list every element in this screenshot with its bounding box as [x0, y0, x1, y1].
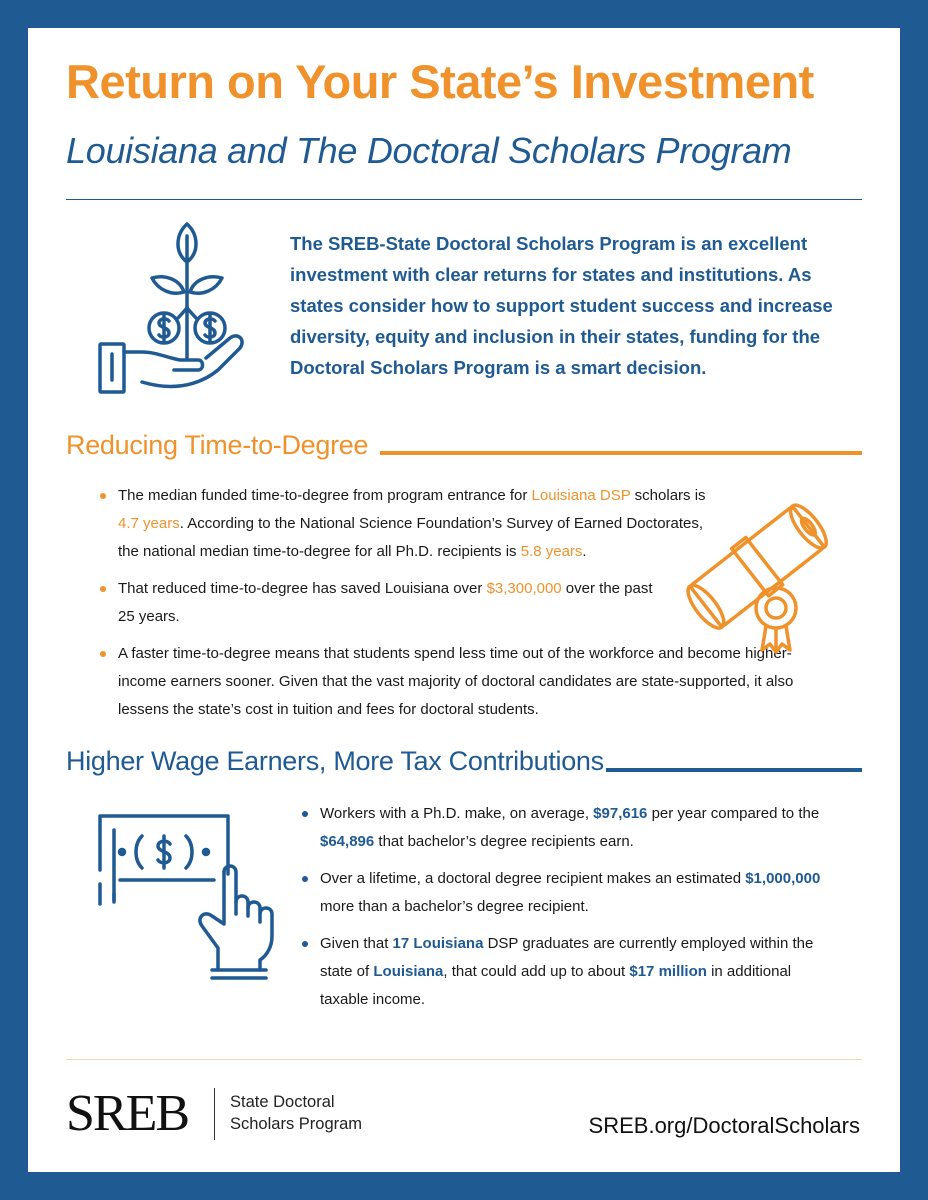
section-rule-orange	[380, 451, 862, 455]
section-heading-time-to-degree: Reducing Time-to-Degree	[66, 430, 369, 460]
website-link[interactable]: SREB.org/DoctoralScholars	[588, 1113, 860, 1138]
section-rule-blue	[606, 768, 862, 772]
intro-paragraph: The SREB-State Doctoral Scholars Program is an excellent investment with clear returns for states and institutions. As states consider how to support student success and increase diversity, equity and inclusion in their states, funding for the Doctoral Scholars Program is a smart decision.	[290, 233, 833, 378]
section-heading-wage-earners: Higher Wage Earners, More Tax Contributions	[66, 746, 604, 776]
money-plant-hand-icon	[94, 220, 244, 400]
list-item: Over a lifetime, a doctoral degree recipient makes an estimated $1,000,000 more than a bachelor’s degree recipient.	[300, 865, 840, 921]
list-item: The median funded time-to-degree from program entrance for Louisiana DSP scholars is 4.7 years. According to the National Science Foundation’s Survey of Earned Doctorates, the national median time-to-degree for all Ph.D. recipients is 5.8 years.	[98, 482, 718, 566]
time-to-degree-list	[98, 482, 794, 733]
logo-divider	[214, 1088, 215, 1140]
list-item: Given that 17 Louisiana DSP graduates are currently employed within the state of Louisiana, that could add up to about $17 million in additional taxable income.	[300, 930, 840, 1014]
list-item: A faster time-to-degree means that students spend less time out of the workforce and become higher-income earners sooner. Given that the vast majority of doctoral candidates are state-supported, it also lessens the state’s cost in tuition and fees for doctoral students.	[98, 640, 838, 724]
payment-click-icon	[96, 810, 276, 980]
program-name-line1: State Doctoral	[230, 1093, 335, 1111]
header-divider	[66, 199, 862, 200]
page-subtitle: Louisiana and The Doctoral Scholars Program	[66, 130, 792, 171]
list-item: That reduced time-to-degree has saved Louisiana over $3,300,000 over the past 25 years.	[98, 575, 658, 631]
sreb-logo: SREB	[66, 1085, 189, 1142]
list-item: Workers with a Ph.D. make, on average, $97,616 per year compared to the $64,896 that bachelor’s degree recipients earn.	[300, 800, 840, 856]
page	[28, 28, 900, 1172]
footer-divider	[66, 1059, 862, 1060]
program-name-line2: Scholars Program	[230, 1115, 363, 1133]
diploma-scroll-icon	[664, 484, 854, 654]
program-name	[230, 1091, 362, 1135]
page-title: Return on Your State’s Investment	[66, 55, 814, 108]
wage-earners-list	[300, 800, 840, 1023]
